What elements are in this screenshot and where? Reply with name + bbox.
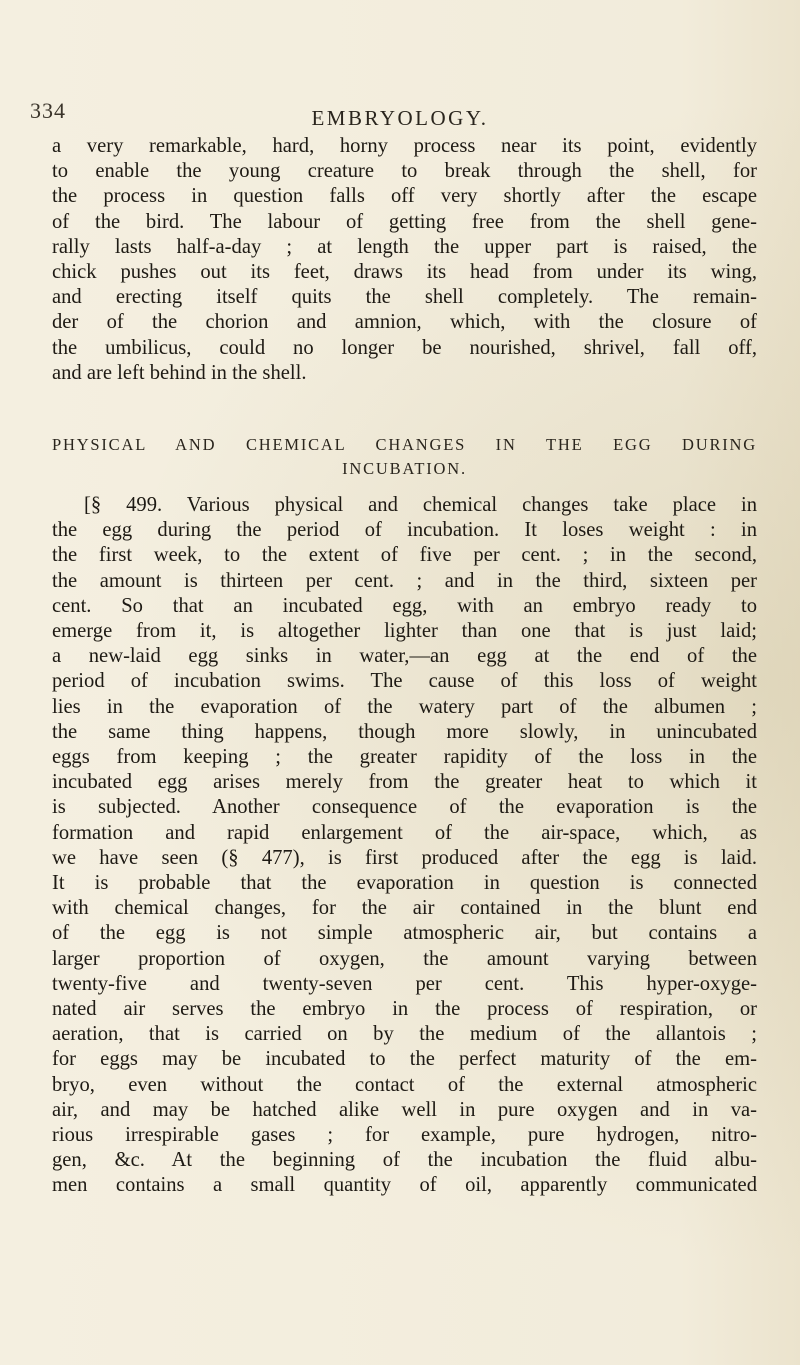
text-line: we have seen (§ 477), is first produced after the egg is laid.	[52, 846, 757, 869]
text-line: a very remarkable, hard, horny process near its point, evidently	[52, 135, 757, 157]
text-line: of the bird. The labour of getting free from the shell gene-	[52, 210, 757, 233]
text-line: with chemical changes, for the air contained in the blunt end	[52, 897, 757, 920]
text-line: emerge from it, is altogether lighter than one that is just laid;	[52, 620, 757, 643]
page-number: 334	[30, 98, 66, 123]
text-line: the amount is thirteen per cent. ; and in the third, sixteen per	[52, 569, 757, 592]
section-heading	[52, 433, 757, 481]
text-line: larger proportion of oxygen, the amount varying between	[52, 947, 757, 970]
text-line: formation and rapid enlargement of the air-space, which, as	[52, 821, 757, 844]
text-line: and are left behind in the shell.	[52, 361, 307, 384]
text-line: for eggs may be incubated to the perfect maturity of the em-	[52, 1048, 757, 1071]
text-line: nated air serves the embryo in the process of respiration, or	[52, 998, 757, 1021]
running-head: EMBRYOLOGY.	[311, 106, 489, 130]
text-line: period of incubation swims. The cause of this loss of weight	[52, 670, 757, 693]
text-line: incubated egg arises merely from the greater heat to which it	[52, 771, 757, 794]
text-line: aeration, that is carried on by the medium of the allantois ;	[52, 1023, 757, 1046]
text-line: cent. So that an incubated egg, with an embryo ready to	[52, 594, 757, 617]
text-line: of the egg is not simple atmospheric air, but contains a	[52, 922, 757, 945]
text-line: [§ 499. Various physical and chemical changes take place in	[84, 494, 757, 516]
text-line: the first week, to the extent of five per cent. ; in the second,	[52, 544, 757, 567]
text-line: chick pushes out its feet, draws its head from under its wing,	[52, 261, 757, 284]
text-line: gen, &c. At the beginning of the incubation the fluid albu-	[52, 1149, 757, 1172]
text-line: lies in the evaporation of the watery part of the albumen ;	[52, 695, 757, 718]
text-line: rious irrespirable gases ; for example, pure hydrogen, nitro-	[52, 1124, 757, 1147]
text-line: is subjected. Another consequence of the evaporation is the	[52, 796, 757, 819]
paragraph-hatching	[52, 134, 757, 386]
text-line: the process in question falls off very shortly after the escape	[52, 185, 757, 208]
text-line: the egg during the period of incubation. It loses weight : in	[52, 519, 757, 542]
text-line: der of the chorion and amnion, which, with the closure of	[52, 311, 757, 334]
text-line: a new-laid egg sinks in water,—an egg at the end of the	[52, 645, 757, 668]
text-line: bryo, even without the contact of the external atmospheric	[52, 1073, 757, 1096]
text-line: air, and may be hatched alike well in pure oxygen and in va-	[52, 1098, 757, 1121]
text-line: twenty-five and twenty-seven per cent. This hyper-oxyge-	[52, 972, 757, 995]
text-line: eggs from keeping ; the greater rapidity of the loss in the	[52, 746, 757, 769]
text-line: to enable the young creature to break through the shell, for	[52, 160, 757, 183]
text-line: It is probable that the evaporation in question is connected	[52, 872, 757, 895]
text-line: the umbilicus, could no longer be nourished, shrivel, fall off,	[52, 336, 757, 359]
text-line: the same thing happens, though more slowly, in unincubated	[52, 720, 757, 743]
text-line: men contains a small quantity of oil, apparently communicated	[52, 1174, 757, 1197]
section-heading-line: INCUBATION.	[342, 459, 467, 478]
paragraph-changes-during-incubation	[52, 493, 757, 1199]
text-line: and erecting itself quits the shell completely. The remain-	[52, 286, 757, 309]
text-line: rally lasts half-a-day ; at length the upper part is raised, the	[52, 235, 757, 258]
section-heading-line: PHYSICAL AND CHEMICAL CHANGES IN THE EGG DURING	[52, 435, 757, 454]
